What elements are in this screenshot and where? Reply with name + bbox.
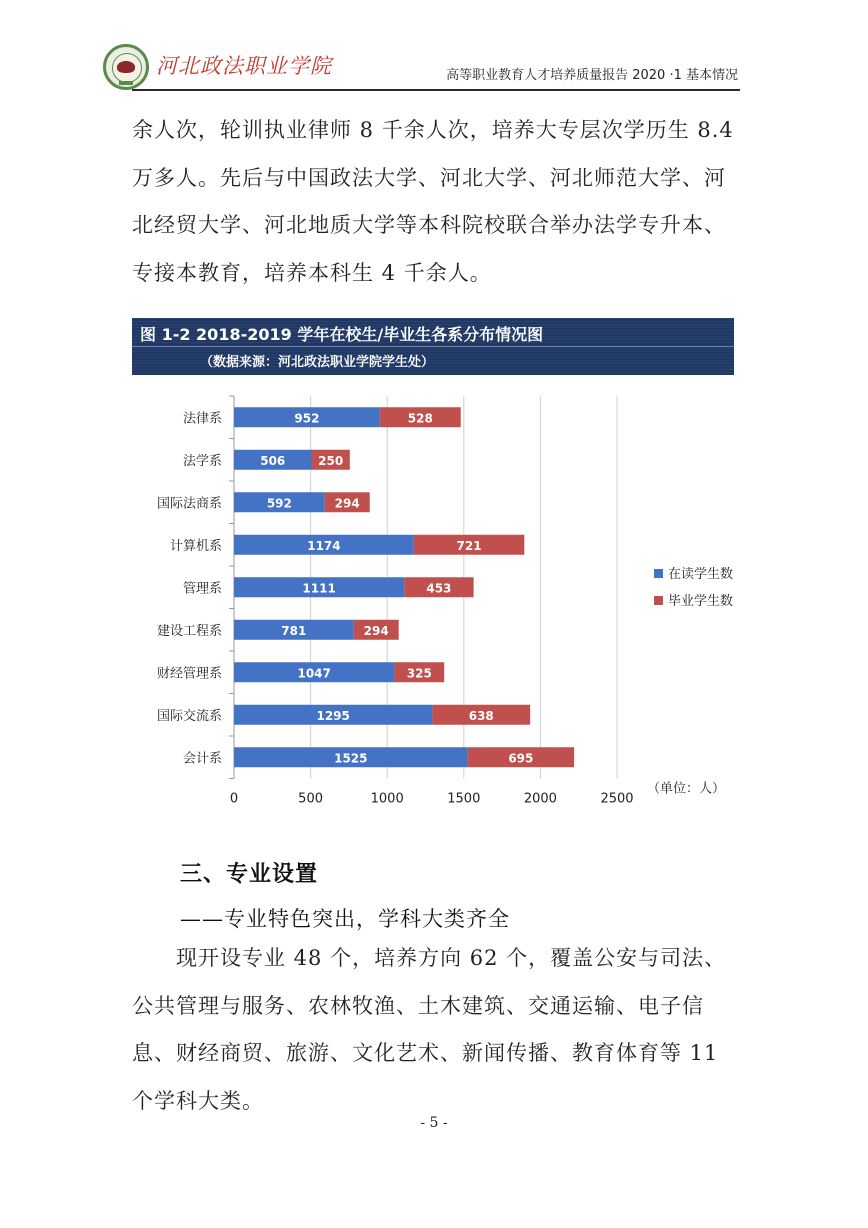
- logo-eagle-shape: [117, 61, 135, 73]
- page-number: - 5 -: [420, 1115, 448, 1131]
- figure-title: 图 1-2 2018-2019 学年在校生/毕业生各系分布情况图: [140, 325, 544, 344]
- figure-title-separator: [132, 346, 734, 347]
- department-students-chart: [132, 390, 742, 810]
- college-name: 河北政法职业学院: [156, 54, 332, 78]
- legend-swatch: [654, 569, 663, 578]
- section-heading: 三、专业设置: [180, 862, 319, 887]
- x-tick-label: 2000: [523, 791, 557, 807]
- category-label: 管理系: [182, 581, 222, 597]
- category-label: 法学系: [182, 453, 222, 469]
- x-tick-label: 1500: [447, 791, 481, 807]
- bar-value-label: 695: [508, 751, 534, 766]
- bar-value-label: 528: [407, 411, 433, 426]
- category-label: 法律系: [182, 411, 222, 427]
- category-label: 会计系: [182, 751, 222, 767]
- bar-value-label: 592: [266, 496, 292, 511]
- bar-value-label: 294: [334, 496, 360, 511]
- bar-value-label: 294: [363, 623, 389, 638]
- logo-banner-shape: [119, 81, 133, 85]
- category-label: 国际交流系: [156, 708, 222, 724]
- x-tick-label: 2500: [600, 791, 634, 807]
- intro-paragraph: 余人次，轮训执业律师 8 千余人次，培养大专层次学历生 8.4 万多人。先后与中国政法大学、河北大学、河北师范大学、河北经贸大学、河北地质大学等本科院校联合举办法学专升本、专接本教育，培养本科生 4 千余人。: [132, 118, 734, 285]
- legend-label: 毕业学生数: [668, 594, 734, 609]
- bar-value-label: 1111: [302, 581, 336, 596]
- x-tick-label: 1000: [370, 791, 404, 807]
- bar-value-label: 1047: [297, 666, 331, 681]
- bar-value-label: 781: [281, 623, 307, 638]
- header-divider: [132, 89, 740, 91]
- page-header: [0, 0, 868, 100]
- bar-value-label: 638: [468, 708, 494, 723]
- category-label: 建设工程系: [156, 623, 222, 639]
- majors-paragraph: 现开设专业 48 个，培养方向 62 个，覆盖公安与司法、公共管理与服务、农林牧渔、土木建筑、交通运输、电子信息、财经商贸、旅游、文化艺术、新闻传播、教育体育等 11 个学科大类。: [132, 946, 727, 1113]
- college-logo: [103, 44, 149, 90]
- bar-value-label: 325: [406, 666, 432, 681]
- figure-source: （数据来源：河北政法职业学院学生处）: [200, 355, 435, 370]
- unit-note: （单位：人）: [647, 781, 726, 797]
- report-title: 高等职业教育人才培养质量报告 2020 ·1 基本情况: [446, 68, 738, 83]
- bar-value-label: 506: [260, 453, 286, 468]
- bar-value-label: 453: [426, 581, 452, 596]
- bar-value-label: 250: [318, 453, 344, 468]
- category-label: 国际法商系: [156, 496, 222, 512]
- category-label: 计算机系: [169, 538, 222, 554]
- bar-value-label: 721: [456, 538, 482, 553]
- bar-value-label: 1525: [334, 751, 368, 766]
- figure-title-bar: [132, 318, 734, 375]
- legend-label: 在读学生数: [668, 567, 734, 582]
- legend-swatch: [654, 596, 663, 605]
- x-tick-label: 500: [298, 791, 324, 807]
- x-tick-label: 0: [229, 791, 239, 807]
- bar-value-label: 1295: [316, 708, 350, 723]
- bar-value-label: 952: [294, 411, 320, 426]
- category-label: 财经管理系: [156, 666, 222, 682]
- bar-value-label: 1174: [307, 538, 341, 553]
- section-subheading: ——专业特色突出，学科大类齐全: [180, 907, 510, 931]
